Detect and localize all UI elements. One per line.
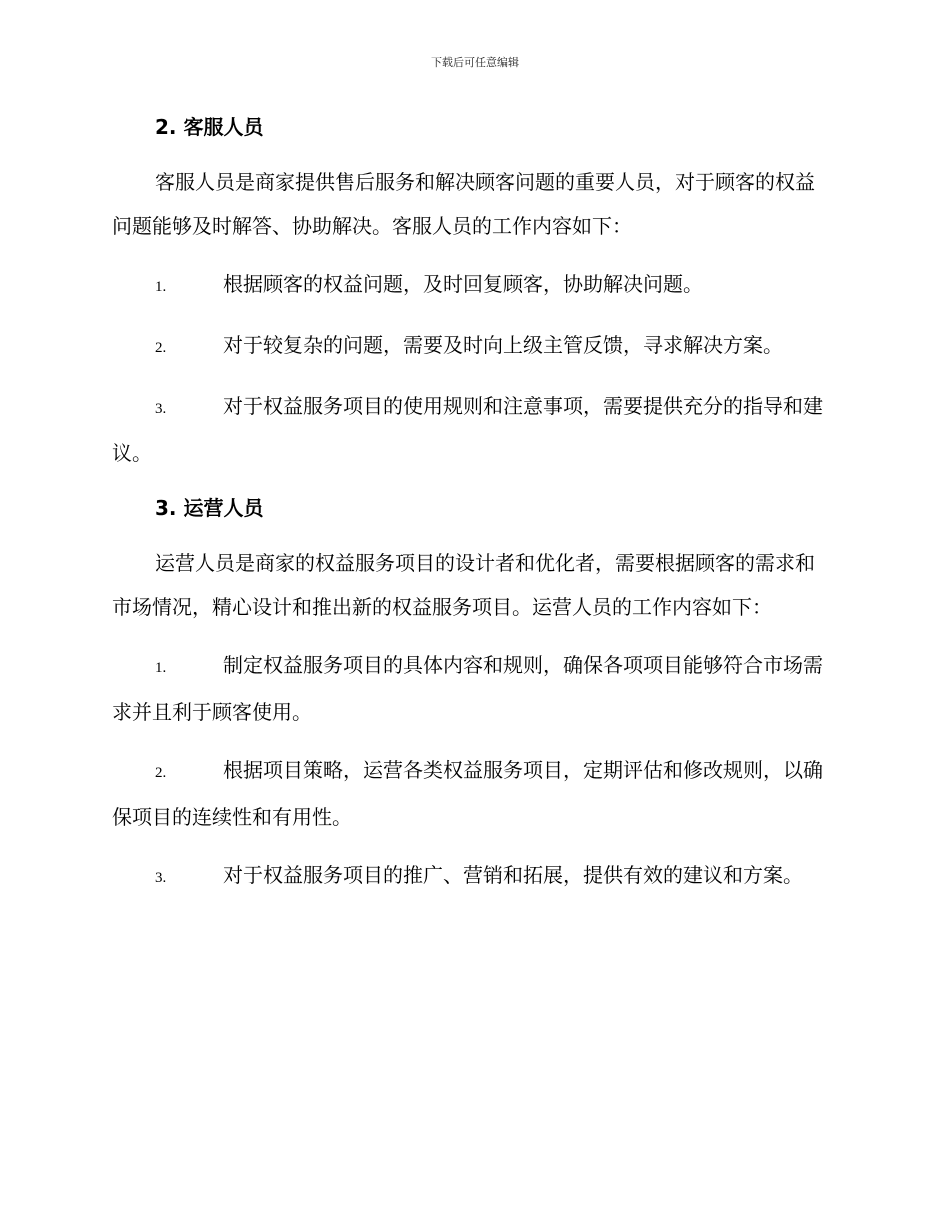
- list-item: [112, 262, 834, 309]
- list-item-text: 制定权益服务项目的具体内容和规则，确保各项项目能够符合市场需求并且利于顾客使用。: [112, 653, 823, 724]
- list-item-text: 对于较复杂的问题，需要及时向上级主管反馈，寻求解决方案。: [223, 333, 783, 357]
- section-intro: 客服人员是商家提供售后服务和解决顾客问题的重要人员，对于顾客的权益问题能够及时解答、协助解决。客服人员的工作内容如下：: [112, 170, 815, 238]
- section-customer-service: [112, 112, 834, 475]
- list-item: [112, 748, 834, 839]
- list-item-number: 2.: [155, 765, 167, 781]
- list-item: [112, 853, 834, 900]
- section-heading: 3. 运营人员: [155, 496, 264, 520]
- list-item-text: 根据项目策略，运营各类权益服务项目，定期评估和修改规则，以确保项目的连续性和有用性。: [112, 758, 823, 829]
- list-item: [112, 643, 834, 734]
- list-item-text: 根据顾客的权益问题，及时回复顾客，协助解决问题。: [223, 272, 703, 296]
- section-operations: [112, 493, 834, 900]
- list-item-number: 2.: [155, 340, 167, 356]
- section-heading: 2. 客服人员: [155, 115, 264, 139]
- list-item-number: 1.: [155, 660, 167, 676]
- list-item-number: 1.: [155, 279, 167, 295]
- header-note: 下载后可任意编辑: [431, 56, 519, 69]
- list-item: [112, 384, 834, 475]
- list-item-text: 对于权益服务项目的使用规则和注意事项，需要提供充分的指导和建议。: [112, 394, 823, 465]
- list-item-text: 对于权益服务项目的推广、营销和拓展，提供有效的建议和方案。: [223, 863, 803, 887]
- list-item: [112, 323, 834, 370]
- document-body: [112, 112, 834, 914]
- section-intro: 运营人员是商家的权益服务项目的设计者和优化者，需要根据顾客的需求和市场情况，精心设计和推出新的权益服务项目。运营人员的工作内容如下：: [112, 551, 815, 619]
- list-item-number: 3.: [155, 401, 167, 417]
- list-item-number: 3.: [155, 870, 167, 886]
